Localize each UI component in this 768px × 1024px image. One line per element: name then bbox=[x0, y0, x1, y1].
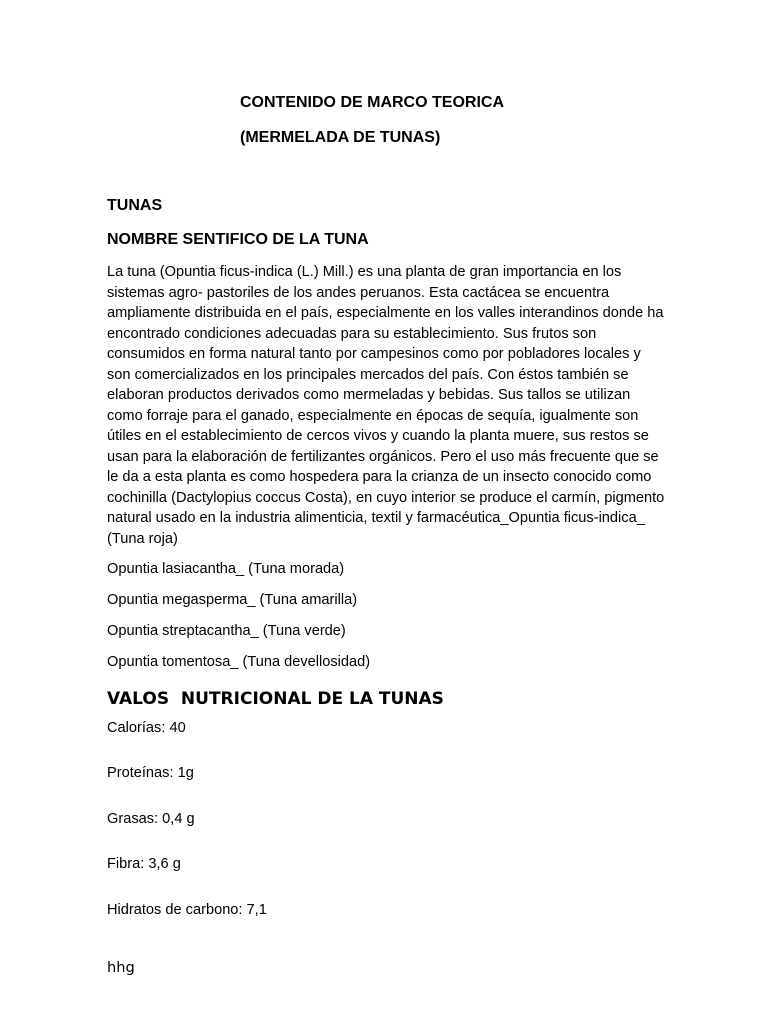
nutrition-item: Fibra: 3,6 g bbox=[107, 856, 181, 872]
species-item: Opuntia streptacantha_ (Tuna verde) bbox=[107, 623, 346, 639]
species-item: Opuntia megasperma_ (Tuna amarilla) bbox=[107, 592, 358, 608]
body-paragraph: La tuna (Opuntia ficus-indica (L.) Mill.) es una planta de gran importancia en los sistemas agro- pastoriles de los andes peruanos. Esta cactácea se encuentra ampliamente distribuida en el país, especialmente en los valles interandinos donde ha encontrado condiciones adecuadas para su establecimiento. Sus frutos son consumidos en forma natural tanto por campesinos como por pobladores locales y son comercializados en los principales mercados del país. Con éstos también se elaboran productos derivados como mermeladas y bebidas. Sus tallos se utilizan como forraje para el ganado, especialmente en épocas de sequía, igualmente son útiles en el establecimiento de cercos vivos y cuando la planta muere, sus restos se usan para la elaboración de fertilizantes orgánicos. Pero el uso más frecuente que se le da a esta planta es como hospedera para la crianza de un insecto conocido como cochinilla (Dactylopius coccus Costa), en cuyo interior se produce el carmín, pigmento natural usado en la industria alimenticia, textil y farmacéutica_Opuntia ficus-indica_ (Tuna roja) bbox=[107, 264, 665, 547]
section-heading-tunas: TUNAS bbox=[107, 197, 163, 214]
section-heading-scientific-name: NOMBRE SENTIFICO DE LA TUNA bbox=[107, 231, 369, 248]
document-title: CONTENIDO DE MARCO TEORICA bbox=[240, 94, 504, 111]
footer-text: hhg bbox=[107, 959, 135, 976]
nutrition-item: Grasas: 0,4 g bbox=[107, 811, 195, 827]
species-item: Opuntia tomentosa_ (Tuna devellosidad) bbox=[107, 654, 371, 670]
nutrition-item: Proteínas: 1g bbox=[107, 765, 194, 781]
section-heading-nutrition: VALOS NUTRICIONAL DE LA TUNAS bbox=[107, 689, 444, 709]
species-item: Opuntia lasiacantha_ (Tuna morada) bbox=[107, 561, 345, 577]
nutrition-item: Hidratos de carbono: 7,1 bbox=[107, 902, 267, 918]
document-subtitle: (MERMELADA DE TUNAS) bbox=[240, 129, 441, 146]
nutrition-item: Calorías: 40 bbox=[107, 720, 186, 736]
